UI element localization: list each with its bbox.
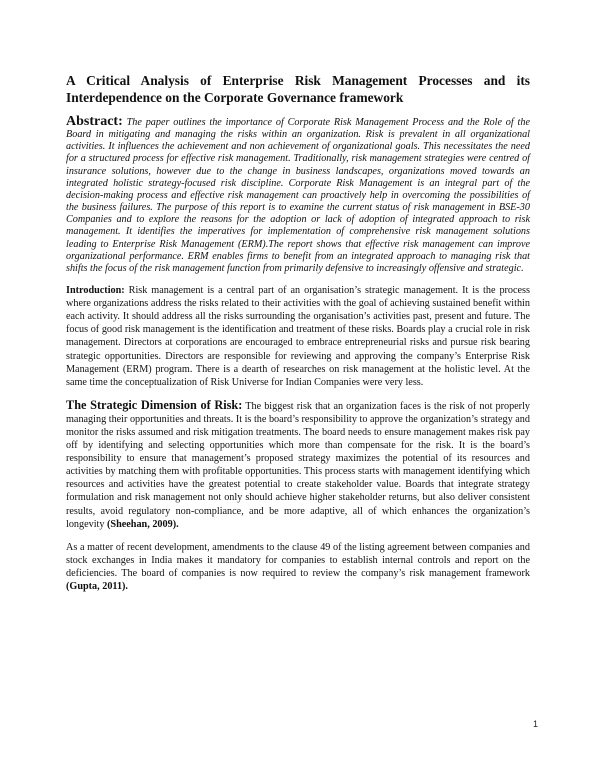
introduction-body: Risk management is a central part of an organisation’s strategic management. It is the process where organizations address the risks related to their activities with the goal of achieving sustained benefit within each activity. It should address all the risks surrounding the organisation’s activities past, present and future. The focus of good risk management is the identification and treatment of these risks. Boards play a crucial role in risk management. Directors at corporations are encouraged to embrace entrepreneurial risks and pursue risk bearing strategic opportunities. Directors are responsible for reviewing and approving the company’s Enterprise Risk Management (ERM) program. There is a dearth of researches on risk management at the holistic level. At the same time the conceptualization of Risk Universe for Indian Companies were very less. bbox=[66, 285, 530, 388]
abstract-body: The paper outlines the importance of Corporate Risk Management Process and the Role of the Board in mitigating and managing the risks within an organization. Risk is prevalent in all organizational activities. It influences the achievement and non achievement of organizational goals. This necessitates the need for a structured process for effective risk management. Traditionally, risk management strategies were centred of insurance solutions, however due to the change in business landscapes, organizations moved towards an integrated holistic strategy-focused risk discipline. Corporate Risk Management is an integral part of the decision-making process and effective risk management can proactively help in overcoming the possibilities of the business failures. The purpose of this report is to examine the current status of risk management in BSE-30 Companies and to explore the reasons for the adoption or lack of adoption of integrated approach to risk management. It identifies the imperatives for implementation of comprehensive risk management solutions leading to Enterprise Risk Management (ERM).The report shows that effective risk management can improve organizational performance. ERM enables firms to benefit from an integrated approach to managing risk that shifts the focus of the risk management function from primarily defensive to increasingly offensive and strategic. bbox=[66, 117, 530, 274]
strategic-dimension-heading: The Strategic Dimension of Risk: bbox=[66, 397, 243, 412]
introduction-section bbox=[66, 284, 530, 389]
recent-development-section bbox=[66, 541, 530, 593]
document-page bbox=[66, 72, 530, 603]
abstract-heading: Abstract: bbox=[66, 114, 123, 129]
recent-development-body: As a matter of recent development, amendments to the clause 49 of the listing agreement between companies and stock exchanges in India makes it mandatory for companies to establish internal controls and report on the deficiencies. The board of companies is now required to review the company’s risk management framework bbox=[66, 541, 530, 579]
introduction-heading: Introduction: bbox=[66, 285, 125, 297]
page-number: 1 bbox=[533, 719, 539, 729]
strategic-dimension-body: The biggest risk that an organization faces is the risk of not properly managing their opportunities and threats. It is the board’s responsibility to approve the organization’s strategy and monitor the risks assumed and risk mitigation treatments. The board needs to ensure management makes risk pay off by identifying and selecting opportunities which more than compensate for the risk. It is the board’s responsibility to ensure that management’s proposed strategy maximizes the potential of its resources and activities by matching them with profitable opportunities. This process starts with management identifying which resources and activities have the greatest potential to create stakeholder value. Boards that integrate strategy formulation and risk management not only should achieve higher stakeholder returns, but also deliver consistent results, avoid regulatory non-compliance, and be more adaptive, all of which enhances the organization’s longevity bbox=[66, 400, 530, 530]
recent-development-citation: (Gupta, 2011). bbox=[66, 581, 128, 592]
paper-title: A Critical Analysis of Enterprise Risk Management Processes and its Interdependence on the Corporate Governance framework bbox=[66, 73, 530, 105]
abstract-section bbox=[66, 116, 530, 275]
strategic-dimension-section bbox=[66, 399, 530, 531]
strategic-dimension-citation: (Sheehan, 2009). bbox=[107, 518, 179, 530]
